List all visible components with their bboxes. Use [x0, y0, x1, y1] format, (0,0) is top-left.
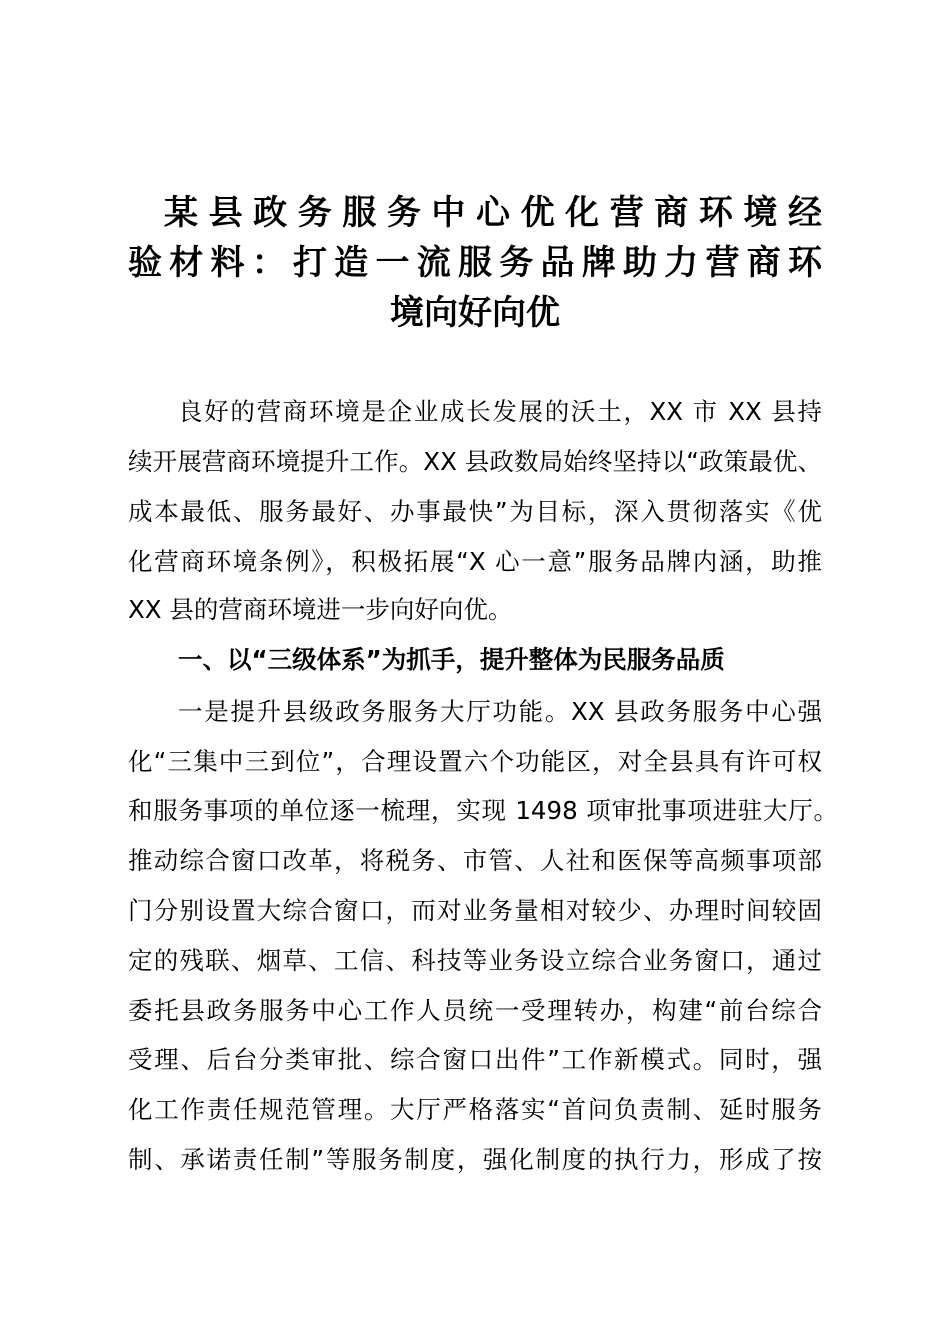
paragraph-line: 和服务事项的单位逐一梳理，实现 1498 项审批事项进驻大厅。: [128, 796, 838, 825]
paragraph-line: 续开展营商环境提升工作。XX 县政数局始终坚持以“政策最优、: [128, 447, 822, 476]
section-heading: 一、以“三级体系”为抓手，提升整体为民服务品质: [178, 645, 725, 674]
paragraph-line: 化工作责任规范管理。大厅严格落实“首问负责制、延时服务: [128, 1095, 822, 1124]
document-title-line: 某县政务服务中心优化营商环境经: [164, 193, 822, 233]
document-title-line: 境向好向优: [390, 293, 560, 333]
paragraph-line: 成本最低、服务最好、办事最快”为目标，深入贯彻落实《优: [128, 497, 822, 526]
paragraph-line: 化“三集中三到位”，合理设置六个功能区，对全县具有许可权: [128, 747, 822, 776]
document-title-line: 验材料：打造一流服务品牌助力营商环: [128, 243, 822, 283]
paragraph-line: 良好的营商环境是企业成长发展的沃土，XX 市 XX 县持: [178, 397, 822, 426]
paragraph-line: 推动综合窗口改革，将税务、市管、人社和医保等高频事项部: [128, 846, 822, 875]
paragraph-line: 定的残联、烟草、工信、科技等业务设立综合业务窗口，通过: [128, 946, 822, 975]
paragraph-line: 委托县政务服务中心工作人员统一受理转办，构建“前台综合: [128, 996, 822, 1025]
paragraph-line: 受理、后台分类审批、综合窗口出件”工作新模式。同时，强: [128, 1045, 822, 1074]
paragraph-line: 化营商环境条例》，积极拓展“X 心一意”服务品牌内涵，助推: [128, 547, 822, 576]
paragraph-line: 制、承诺责任制”等服务制度，强化制度的执行力，形成了按: [128, 1145, 822, 1174]
paragraph-line: XX 县的营商环境进一步向好向优。: [128, 595, 513, 624]
paragraph-line: 一是提升县级政务服务大厅功能。XX 县政务服务中心强: [178, 697, 822, 726]
paragraph-line: 门分别设置大综合窗口，而对业务量相对较少、办理时间较固: [128, 896, 822, 925]
